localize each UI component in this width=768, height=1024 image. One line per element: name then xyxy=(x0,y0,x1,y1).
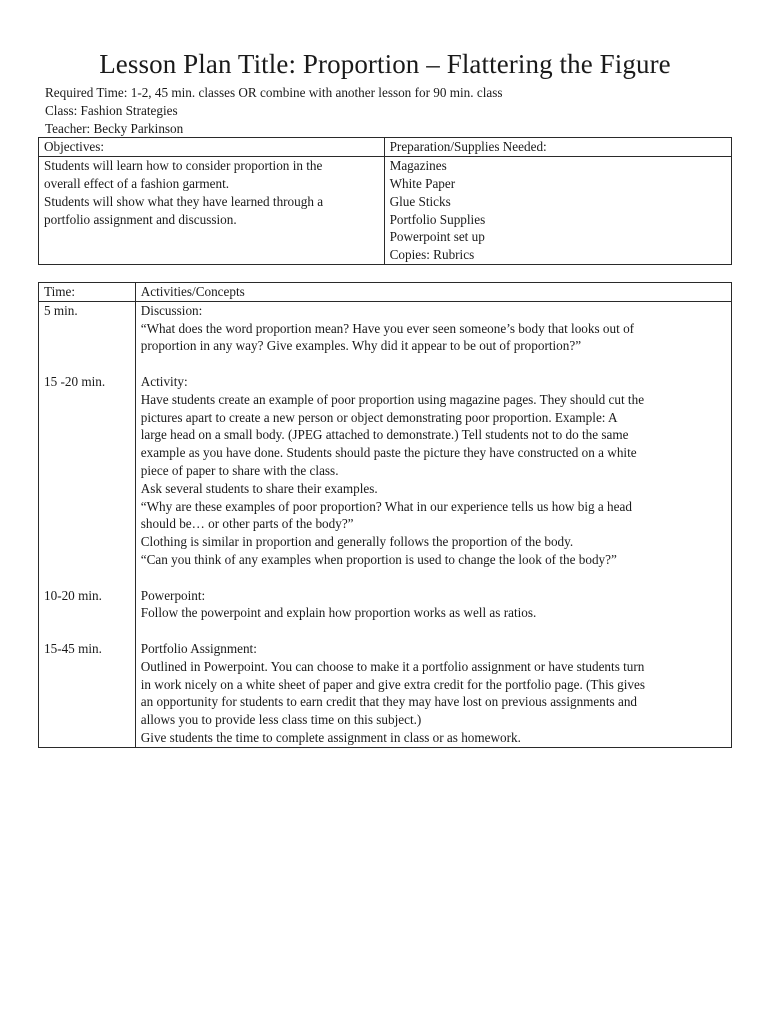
supply-item: Glue Sticks xyxy=(389,193,451,209)
activity-line: Clothing is similar in proportion and generally follows the proportion of the body. xyxy=(140,534,574,550)
teacher-name: Teacher: Becky Parkinson xyxy=(45,120,184,136)
activity-line: “Why are these examples of poor proportion? What in our experience tells us how big a head xyxy=(140,498,632,514)
activities-table xyxy=(38,282,732,748)
activity-line: proportion in any way? Give examples. Why did it appear to be out of proportion?” xyxy=(140,338,582,354)
activity-line: allows you to provide less class time on this subject.) xyxy=(140,712,422,728)
page-title: Lesson Plan Title: Proportion – Flattering the Figure xyxy=(99,49,671,79)
activity-line: Give students the time to complete assignment in class or as homework. xyxy=(140,729,521,745)
time-value-portfolio: 15-45 min. xyxy=(44,640,102,656)
activity-line: “Can you think of any examples when proportion is used to change the look of the body?” xyxy=(140,551,617,567)
supplies-header: Preparation/Supplies Needed: xyxy=(384,138,731,157)
activities-body-row xyxy=(39,301,732,747)
objective-line: overall effect of a fashion garment. xyxy=(44,175,230,191)
activity-line: should be… or other parts of the body?” xyxy=(140,516,354,532)
objective-line: portfolio assignment and discussion. xyxy=(44,211,237,227)
activity-line: Outlined in Powerpoint. You can choose to make it a portfolio assignment or have students turn xyxy=(140,658,645,674)
objective-line: Students will show what they have learned through a xyxy=(44,193,324,209)
supplies-cell xyxy=(384,157,731,265)
activity-line: Follow the powerpoint and explain how proportion works as well as ratios. xyxy=(140,605,537,621)
objectives-table xyxy=(38,137,732,265)
activities-header: Activities/Concepts xyxy=(135,282,731,301)
objectives-body-row xyxy=(39,157,732,265)
time-value-activity: 15 -20 min. xyxy=(44,373,106,389)
activity-line: piece of paper to share with the class. xyxy=(140,462,339,478)
activity-line: Ask several students to share their examples. xyxy=(140,480,378,496)
time-cell xyxy=(39,301,136,747)
activity-line: in work nicely on a white sheet of paper and give extra credit for the portfolio page. (This gives xyxy=(140,676,646,692)
activity-line: Powerpoint: xyxy=(140,587,206,603)
activity-line: Have students create an example of poor proportion using magazine pages. They should cut the xyxy=(140,391,645,407)
required-time: Required Time: 1-2, 45 min. classes OR combine with another lesson for 90 min. class xyxy=(45,85,503,100)
activities-header-row xyxy=(39,282,732,301)
activity-line: “What does the word proportion mean? Have you ever seen someone’s body that looks out of xyxy=(140,320,635,336)
activity-line: an opportunity for students to earn credit that they may have lost on previous assignments and xyxy=(140,694,638,710)
time-value-powerpoint: 10-20 min. xyxy=(44,587,102,603)
objectives-header-row xyxy=(39,138,732,157)
objectives-header: Objectives: xyxy=(39,138,385,157)
time-header: Time: xyxy=(39,282,136,301)
class-name: Class: Fashion Strategies xyxy=(45,102,178,118)
activity-line: large head on a small body. (JPEG attached to demonstrate.) Tell students not to do the same xyxy=(140,427,629,443)
objective-line: Students will learn how to consider proportion in the xyxy=(44,158,323,174)
supply-item: Powerpoint set up xyxy=(389,229,485,245)
activity-line: pictures apart to create a new person or object demonstrating poor proportion. Example: A xyxy=(140,409,618,425)
objectives-cell xyxy=(39,157,385,265)
time-value-discussion: 5 min. xyxy=(44,302,78,318)
supply-item: White Paper xyxy=(389,175,456,191)
activity-line: Activity: xyxy=(140,373,188,389)
supply-item: Portfolio Supplies xyxy=(389,211,486,227)
lesson-plan-page xyxy=(38,46,732,748)
activity-line: Discussion: xyxy=(140,302,203,318)
activities-cell xyxy=(135,301,731,747)
supply-item: Magazines xyxy=(389,158,447,174)
supply-item: Copies: Rubrics xyxy=(389,247,475,263)
activity-line: Portfolio Assignment: xyxy=(140,640,257,656)
activity-line: example as you have done. Students should paste the picture they have constructed on a white xyxy=(140,445,637,461)
